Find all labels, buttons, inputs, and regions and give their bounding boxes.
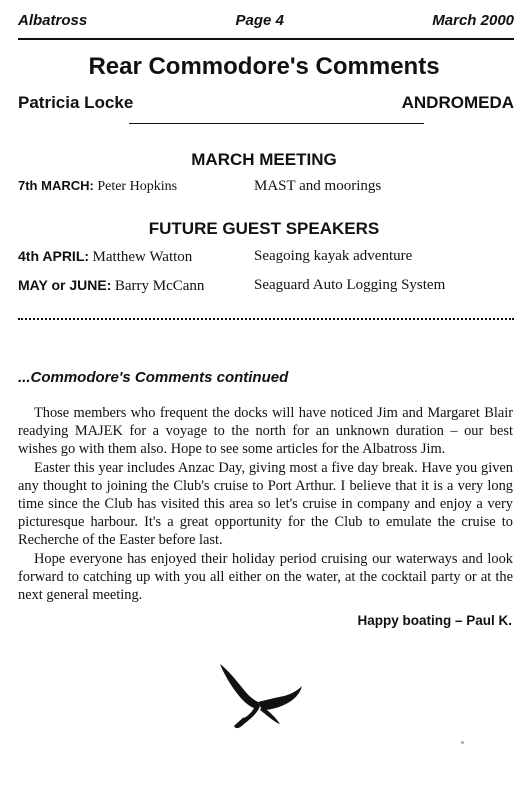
meeting-topic: MAST and moorings — [254, 178, 382, 194]
page-header — [18, 12, 514, 40]
meeting-speaker: Peter Hopkins — [97, 179, 178, 194]
albatross-bird-icon — [214, 662, 306, 732]
speaker-name: Matthew Watton — [92, 249, 193, 265]
paragraph: Those members who frequent the docks will have noticed Jim and Margaret Blair readying MAJEK for a voyage to the north for an unknown duration – our best wishes go with them also. Hope to see some articles for the Albatross Jim. — [18, 405, 513, 458]
author-row — [18, 93, 514, 113]
speaker-name: Barry McCann — [114, 278, 205, 294]
meeting-date: 7th MARCH: — [18, 178, 94, 193]
continued-heading: ...Commodore's Comments continued — [18, 369, 289, 386]
paragraph: Easter this year includes Anzac Day, giving most a five day break. Have you given any thought to joining the Club's cruise to Port Arthur. I believe that it is a very long time since the Club has visited this area so let's cruise in company and enjoy a very picturesque harbour. It's a great opportunity for the Club to emulate the cruise to Recherche of the Easter before last. — [18, 459, 513, 549]
paragraph: Hope everyone has enjoyed their holiday period cruising our waterways and look forward to catching up with you all either on the water, at the cocktail party or at the next general meeting. — [18, 550, 513, 604]
issue-date: March 2000 — [432, 12, 514, 29]
speaker-row — [18, 248, 514, 270]
march-meeting-row — [18, 178, 514, 200]
speaker-date: 4th APRIL: — [18, 248, 90, 264]
title-divider — [129, 123, 424, 124]
publication-name: Albatross — [18, 12, 88, 29]
speaker-topic: Seagoing kayak adventure — [254, 248, 413, 264]
future-speakers-heading: FUTURE GUEST SPEAKERS — [148, 219, 380, 238]
author-boat: ANDROMEDA — [401, 93, 514, 112]
dotted-divider — [18, 318, 514, 322]
signoff: Happy boating – Paul K. — [357, 613, 512, 628]
paper-speck — [461, 741, 464, 744]
article-body — [18, 404, 513, 604]
speaker-row — [18, 277, 514, 299]
speaker-date: MAY or JUNE: — [18, 277, 112, 293]
march-meeting-heading: MARCH MEETING — [191, 150, 337, 169]
page-title: Rear Commodore's Comments — [88, 53, 440, 80]
speaker-topic: Seaguard Auto Logging System — [254, 277, 446, 293]
author-name: Patricia Locke — [18, 93, 134, 112]
page-number: Page 4 — [235, 12, 284, 29]
